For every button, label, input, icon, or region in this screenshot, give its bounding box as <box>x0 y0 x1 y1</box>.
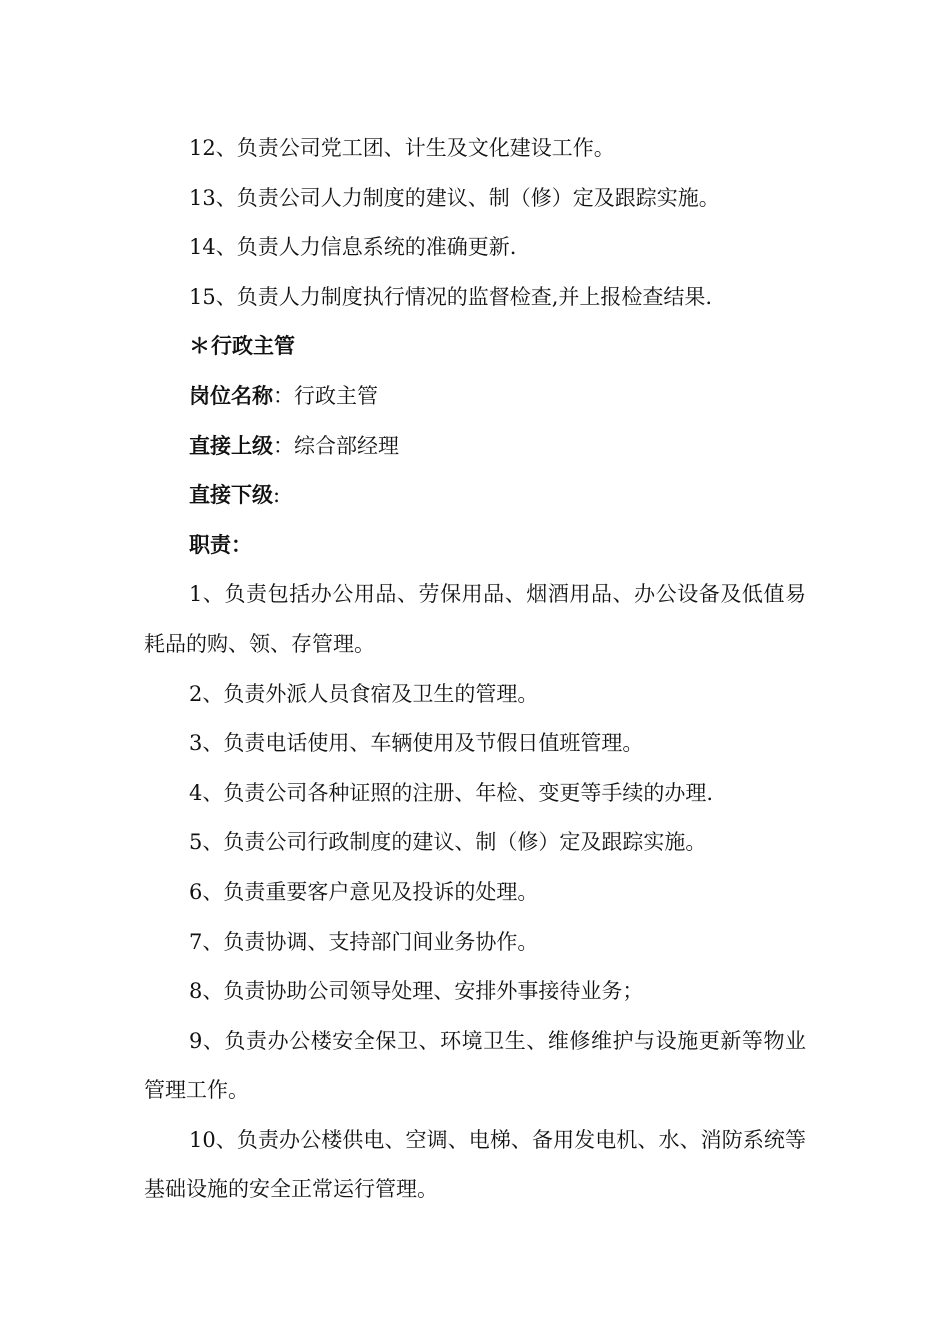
prev-duty-13: 13、负责公司人力制度的建议、制（修）定及跟踪实施。 <box>189 185 720 210</box>
star-icon: ＊ <box>189 334 210 359</box>
prev-duty-15: 15、负责人力制度执行情况的监督检查,并上报检查结果. <box>189 284 713 309</box>
duty-item-9: 9、负责办公楼安全保卫、环境卫生、维修维护与设施更新等物业管理工作。 <box>144 1028 806 1103</box>
duty-item-8: 8、负责协助公司领导处理、安排外事接待业务； <box>189 979 644 1004</box>
section-heading <box>144 322 806 372</box>
subordinate-field <box>144 471 806 521</box>
position-label: 岗位名称 <box>189 383 273 408</box>
prev-duty-14: 14、负责人力信息系统的准确更新. <box>189 235 517 260</box>
duty-item-1: 1、负责包括办公用品、劳保用品、烟酒用品、办公设备及低值易耗品的购、领、存管理。 <box>144 582 806 656</box>
position-separator: ： <box>273 383 294 408</box>
duty-item-10: 10、负责办公楼供电、空调、电梯、备用发电机、水、消防系统等基础设施的安全正常运行管理。 <box>144 1127 806 1202</box>
duty-item-6: 6、负责重要客户意见及投诉的处理。 <box>189 879 539 904</box>
duty-item-2: 2、负责外派人员食宿及卫生的管理。 <box>189 681 539 706</box>
document-body <box>144 124 806 1215</box>
position-field <box>144 372 806 422</box>
section-title: 行政主管 <box>211 334 295 359</box>
duties-label: 职责： <box>189 532 252 557</box>
duty-item-3: 3、负责电话使用、车辆使用及节假日值班管理。 <box>189 731 644 756</box>
superior-field <box>144 422 806 472</box>
duty-item-5: 5、负责公司行政制度的建议、制（修）定及跟踪实施。 <box>189 830 707 855</box>
superior-label: 直接上级 <box>189 433 273 458</box>
position-value: 行政主管 <box>294 383 378 408</box>
superior-value: 综合部经理 <box>294 433 399 458</box>
subordinate-label: 直接下级 <box>189 483 273 508</box>
superior-separator: ： <box>273 433 294 458</box>
duty-item-4: 4、负责公司各种证照的注册、年检、变更等手续的办理. <box>189 780 714 805</box>
duty-item-7: 7、负责协调、支持部门间业务协作。 <box>189 929 539 954</box>
subordinate-separator: : <box>273 483 281 508</box>
prev-duty-12: 12、负责公司党工团、计生及文化建设工作。 <box>189 136 615 160</box>
